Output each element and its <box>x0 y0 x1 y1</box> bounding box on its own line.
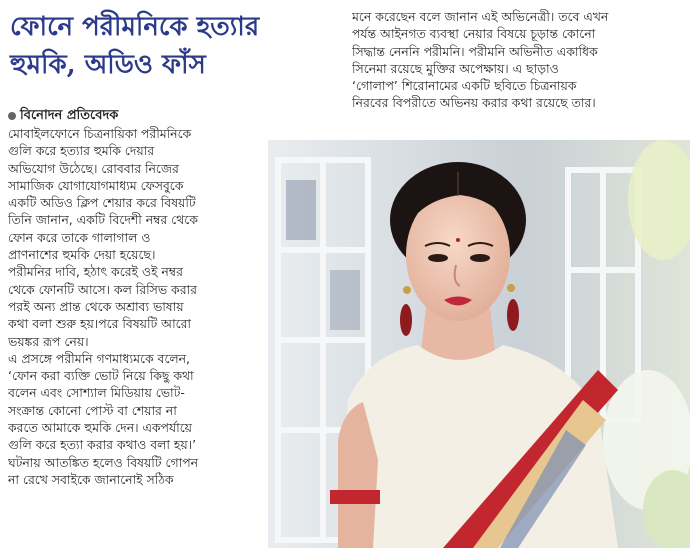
text-line: করতে আমাকে হুমকি দেন। একপর্যায়ে <box>8 420 192 436</box>
text-line: ফোন করে তাকে গালাগাল ও <box>8 229 151 245</box>
text-line: কথা বলা শুরু হয়।পরে বিষয়টি আরো <box>8 316 192 332</box>
text-line: তিনি জানান, একটি বিদেশী নম্বর থেকে <box>8 212 198 228</box>
text-line: সিনেমা রয়েছে মুক্তির অপেক্ষায়। এ ছাড়াও <box>352 60 559 76</box>
headline-line-2: হুমকি, অডিও ফাঁস <box>10 50 206 80</box>
bullet-icon <box>8 112 16 120</box>
text-line: থেকে ফোনটি আসে। কল রিসিভ করার <box>8 281 197 297</box>
article-photo <box>268 140 690 548</box>
text-line: অভিযোগ উঠেছে। রোববার নিজের <box>8 160 179 176</box>
byline-text: বিনোদন প্রতিবেদক <box>20 108 119 123</box>
text-line: সংক্রান্ত কোনো পোস্ট বা শেয়ার না <box>8 402 177 418</box>
text-line: গুলি করে হত্যা করার কথাও বলা হয়।’ <box>8 437 197 453</box>
byline <box>8 106 118 127</box>
text-line: প্রাণনাশের হুমকি দেয়া হয়েছে। <box>8 247 156 263</box>
text-line: পরীমনির দাবি, হঠাৎ করেই ওই নম্বর <box>8 264 183 280</box>
headline-line-1: ফোনে পরীমনিকে হত্যার <box>10 12 260 42</box>
text-line: সামাজিক যোগাযোগমাধ্যম ফেসবুকে <box>8 177 184 193</box>
text-line: নিরবের বিপরীতে অভিনয় করার কথা রয়েছে তার। <box>352 95 596 111</box>
text-line: সিদ্ধান্ত নেননি পরীমনি। পরীমনি অভিনীত একাধিক <box>352 43 598 59</box>
article-left-column <box>8 125 264 488</box>
article-right-column <box>352 8 688 112</box>
text-line: ঘটনায় আতঙ্কিত হলেও বিষয়টি গোপন <box>8 454 199 470</box>
text-line: একটি অডিও ক্লিপ শেয়ার করে বিষয়টি <box>8 195 196 211</box>
portrait-illustration <box>268 140 690 548</box>
text-line: ভয়ঙ্কর রূপ নেয়। <box>8 333 89 349</box>
text-line: মোবাইলফোনে চিত্রনায়িকা পরীমনিকে <box>8 126 192 141</box>
text-line: ‘ফোন করা ব্যক্তি ভোট নিয়ে কিছু কথা <box>8 368 194 384</box>
text-line: গুলি করে হত্যার হুমকি দেয়ার <box>8 143 155 159</box>
text-line: মনে করেছেন বলে জানান এই অভিনেত্রী। তবে এখন <box>352 9 609 24</box>
text-line: ‘গোলাপ’ শিরোনামের একটি ছবিতে চিত্রনায়ক <box>352 78 577 94</box>
text-line: এ প্রসঙ্গে পরীমনি গণমাধ্যমকে বলেন, <box>8 350 190 366</box>
text-line: পরই অন্য প্রান্ত থেকে অশ্রাব্য ভাষায় <box>8 298 184 314</box>
text-line: না রেখে সবাইকে জানানোই সঠিক <box>8 471 174 487</box>
text-line: বলেন এবং সোশ্যাল মিডিয়ায় ভোট- <box>8 385 185 401</box>
text-line: পর্যন্ত আইনগত ব্যবস্থা নেয়ার বিষয়ে চূড়ান্ত কোনো <box>352 26 596 42</box>
headline <box>10 8 345 84</box>
